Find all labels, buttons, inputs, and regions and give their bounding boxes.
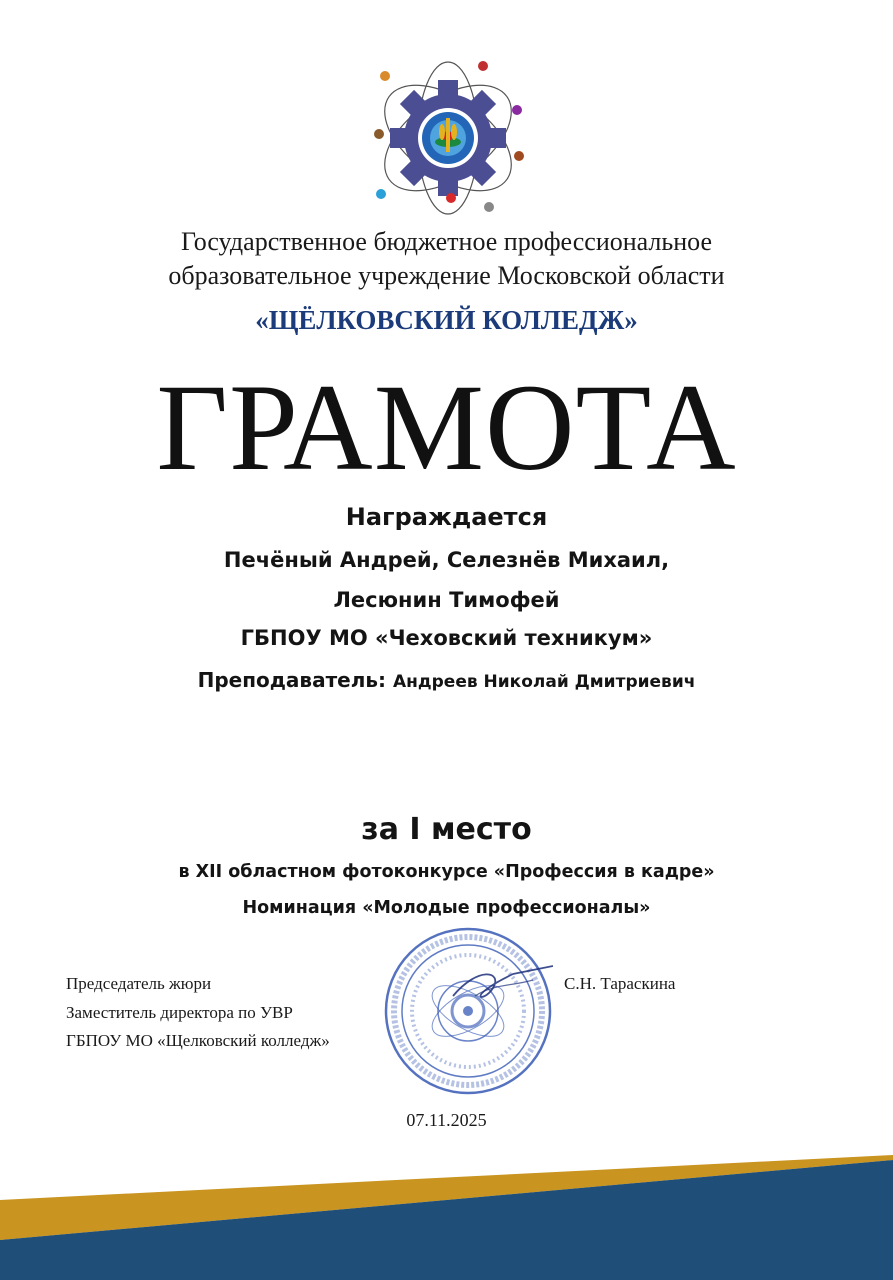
signature-role-1: Председатель жюри xyxy=(66,974,212,993)
college-logo-icon xyxy=(371,58,525,216)
recipients-line-2: Лесюнин Тимофей xyxy=(333,588,560,612)
awarded-label: Награждается xyxy=(345,503,548,531)
official-stamp-icon xyxy=(383,926,553,1096)
signer-name: С.Н. Тараскина xyxy=(564,974,676,993)
award-place: за I место xyxy=(361,812,532,847)
recipient-institution: ГБПОУ МО «Чеховский техникум» xyxy=(240,626,653,650)
nomination-name: Номинация «Молодые профессионалы» xyxy=(242,898,651,918)
organization-line-2: образовательное учреждение Московской области xyxy=(168,261,725,290)
signature-role-2: Заместитель директора по УВР xyxy=(66,1003,293,1022)
recipients-line-1: Печёный Андрей, Селезнёв Михаил, xyxy=(223,548,670,572)
teacher-name: Андреев Николай Дмитриевич xyxy=(393,672,696,692)
footer-band xyxy=(0,1150,893,1280)
contest-name: в XII областном фотоконкурсе «Профессия в кадре» xyxy=(178,862,715,882)
teacher-line xyxy=(0,668,893,692)
certificate-title: ГРАМОТА xyxy=(156,359,737,496)
certificate-date: 07.11.2025 xyxy=(406,1110,487,1130)
college-name: «ЩЁЛКОВСКИЙ КОЛЛЕДЖ» xyxy=(255,305,638,335)
signature-role-3: ГБПОУ МО «Щелковский колледж» xyxy=(66,1031,330,1050)
teacher-label: Преподаватель: xyxy=(197,668,387,692)
organization-line-1: Государственное бюджетное профессиональное xyxy=(180,227,713,256)
